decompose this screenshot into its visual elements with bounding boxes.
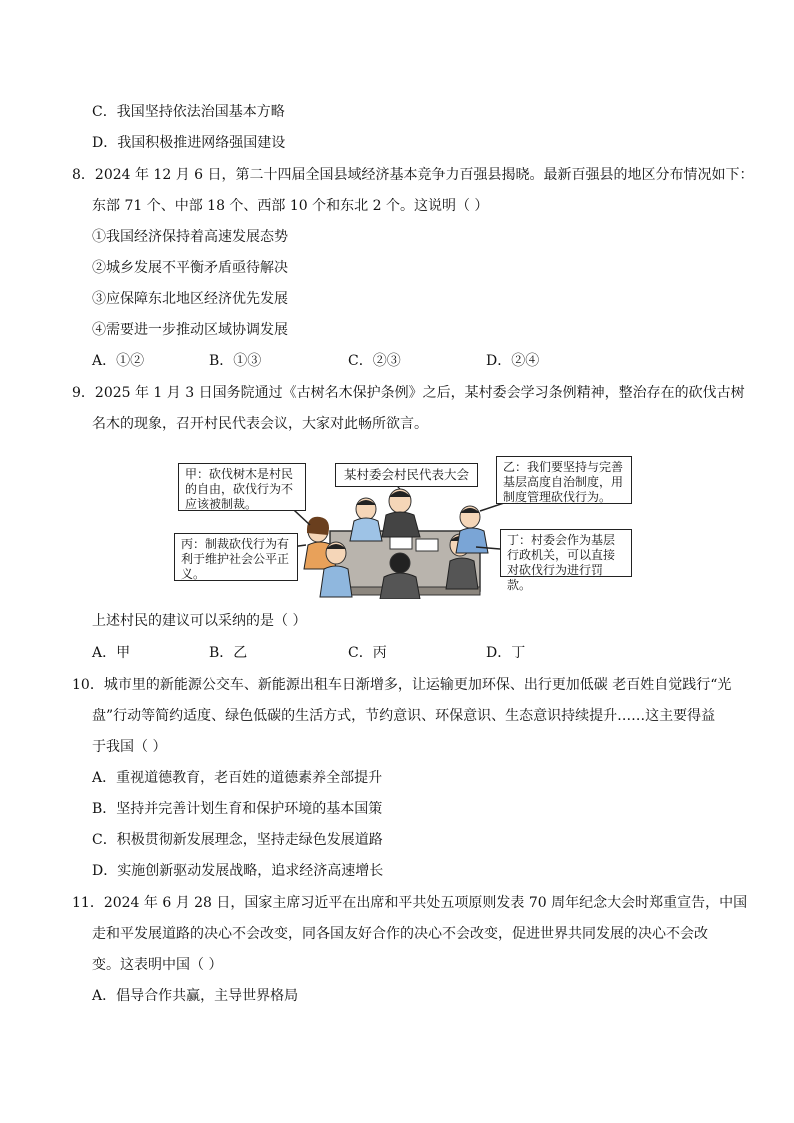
q9-options	[92, 643, 612, 663]
q9-option-c: C．丙	[348, 645, 387, 661]
q11-stem-line1: 11．2024 年 6 月 28 日，国家主席习近平在出席和平共处五项原则发表 70 周年纪念大会时郑重宣告，中国	[72, 895, 748, 911]
q8-stem-line1: 8．2024 年 12 月 6 日，第二十四届全国县域经济基本竞争力百强县揭晓。最新百强县的地区分布情况如下：	[72, 167, 754, 183]
q10-option-a: A．重视道德教育，老百姓的道德素养全部提升	[92, 770, 383, 786]
meeting-title-box: 某村委会村民代表大会	[335, 463, 478, 487]
q8-item-1: ①我国经济保持着高速发展态势	[92, 229, 288, 245]
q9-stem-line1: 9．2025 年 1 月 3 日国务院通过《古树名木保护条例》之后，某村委会学习条例精神，整治存在的砍伐古树	[72, 385, 745, 401]
speech-bubble-bing: 丙：制裁砍伐行为有利于维护社会公平正义。	[174, 533, 298, 581]
q8-option-b: B．①③	[209, 353, 262, 369]
q11-stem-line3: 变。这表明中国（ ）	[92, 957, 223, 973]
q7-option-d: D．我国积极推进网络强国建设	[92, 135, 286, 151]
q11-option-a: A．倡导合作共赢，主导世界格局	[92, 988, 299, 1004]
speech-bubble-yi: 乙：我们要坚持与完善基层高度自治制度，用制度管理砍伐行为。	[496, 456, 632, 504]
q10-option-b: B．坚持并完善计划生育和保护环境的基本国策	[92, 801, 383, 817]
q10-option-d: D．实施创新驱动发展战略，追求经济高速增长	[92, 863, 384, 879]
q8-option-d: D．②④	[486, 353, 540, 369]
q8-stem-line2: 东部 71 个、中部 18 个、西部 10 个和东北 2 个。这说明（ ）	[92, 198, 489, 214]
q10-option-c: C．积极贯彻新发展理念，坚持走绿色发展道路	[92, 832, 383, 848]
q8-options	[92, 351, 612, 371]
q10-stem-line1: 10．城市里的新能源公交车、新能源出租车日渐增多，让运输更加环保、出行更加低碳 老百姓自觉践行“光	[72, 677, 732, 693]
q10-stem-line2: 盘”行动等简约适度、绿色低碳的生活方式，节约意识、环保意识、生态意识持续提升……这主要得益	[92, 708, 716, 724]
speech-bubble-jia: 甲：砍伐树木是村民的自由，砍伐行为不应该被制裁。	[178, 463, 306, 511]
q8-item-3: ③应保障东北地区经济优先发展	[92, 291, 288, 307]
q11-stem-line2: 走和平发展道路的决心不会改变，同各国友好合作的决心不会改变，促进世界共同发展的决心不会改	[92, 926, 708, 942]
q9-stem-line2: 名木的现象，召开村民代表会议，大家对此畅所欲言。	[92, 416, 428, 432]
q10-stem-line3: 于我国（ ）	[92, 739, 167, 755]
q9-option-d: D．丁	[486, 645, 526, 661]
q7-option-c: C．我国坚持依法治国基本方略	[92, 104, 285, 120]
q8-item-2: ②城乡发展不平衡矛盾亟待解决	[92, 260, 288, 276]
q8-option-a: A．①②	[92, 353, 145, 369]
q8-option-c: C．②③	[348, 353, 401, 369]
q9-option-b: B．乙	[209, 645, 248, 661]
speech-bubble-ding: 丁：村委会作为基层行政机关，可以直接对砍伐行为进行罚款。	[500, 529, 632, 577]
q8-item-4: ④需要进一步推动区域协调发展	[92, 322, 288, 338]
meeting-illustration	[170, 449, 632, 599]
q9-option-a: A．甲	[92, 645, 131, 661]
q9-question: 上述村民的建议可以采纳的是（ ）	[92, 613, 307, 629]
